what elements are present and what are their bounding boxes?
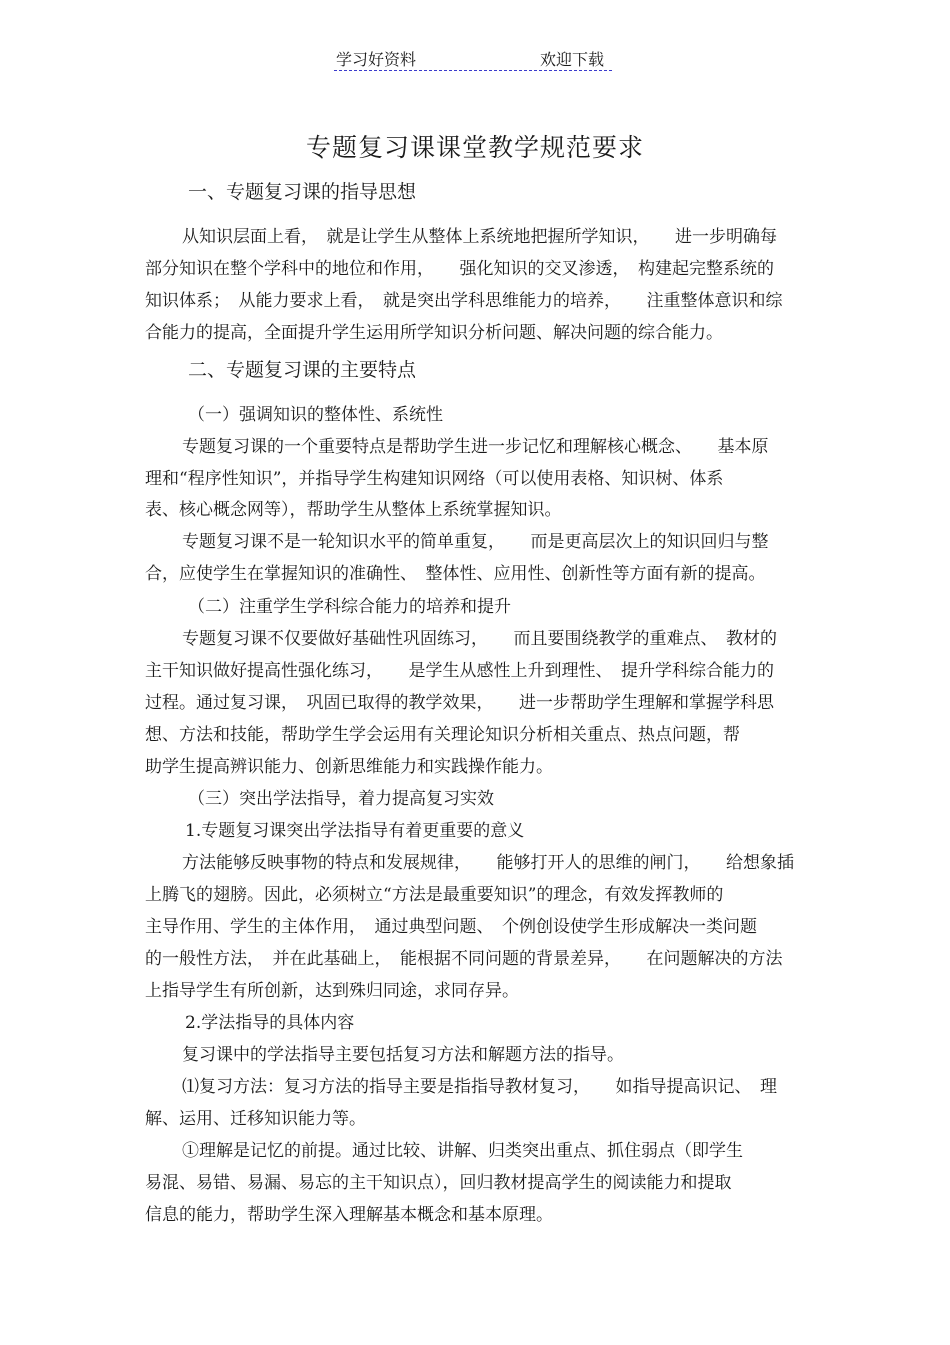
item-1-p1-line-3: 主导作用、学生的主体作用， 通过典型问题、 个例创设使学生形成解决一类问题	[145, 917, 757, 937]
item-2-p3-line-2: 易混、易错、易漏、易忘的主干知识点），回归教材提高学生的阅读能力和提取	[145, 1173, 732, 1193]
header-right-text: 欢迎下载	[540, 50, 605, 69]
section-1-line-4: 合能力的提高，全面提升学生运用所学知识分析问题、解决问题的综合能力。	[145, 323, 723, 343]
subsection-1-p1-line-2: 理和“程序性知识”，并指导学生构建知识网络（可以使用表格、知识树、体系	[145, 469, 724, 489]
subsection-2-p1-line-3: 过程。通过复习课， 巩固已取得的教学效果， 进一步帮助学生理解和掌握学科思	[145, 693, 774, 713]
page-header	[0, 46, 950, 74]
subsection-2-p1-line-2: 主干知识做好提高性强化练习， 是学生从感性上升到理性、 提升学科综合能力的	[145, 661, 774, 681]
item-1-p1-line-4: 的一般性方法， 并在此基础上， 能根据不同问题的背景差异， 在问题解决的方法	[145, 949, 783, 969]
subsection-3-heading: （三）突出学法指导，着力提高复习实效	[188, 789, 494, 809]
subsection-1-p2-line-2: 合，应使学生在掌握知识的准确性、 整体性、应用性、创新性等方面有新的提高。	[145, 564, 766, 584]
item-1-p1-line-2: 上腾飞的翅膀。因此，必须树立“方法是最重要知识”的理念，有效发挥教师的	[145, 885, 724, 905]
header-divider	[334, 70, 612, 71]
subsection-1-p1-line-1: 专题复习课的一个重要特点是帮助学生进一步记忆和理解核心概念、 基本原	[182, 437, 769, 457]
section-2-heading: 二、专题复习课的主要特点	[188, 359, 417, 381]
item-2-p2-line-2: 解、运用、迁移知识能力等。	[145, 1109, 366, 1129]
document-title: 专题复习课课堂教学规范要求	[305, 133, 644, 162]
item-1-heading: 1.专题复习课突出学法指导有着更重要的意义	[185, 821, 525, 841]
item-2-p1-line-1: 复习课中的学法指导主要包括复习方法和解题方法的指导。	[182, 1045, 624, 1065]
item-2-heading: 2.学法指导的具体内容	[185, 1013, 355, 1033]
subsection-2-p1-line-5: 助学生提高辨识能力、创新思维能力和实践操作能力。	[145, 757, 553, 777]
section-1-line-1: 从知识层面上看， 就是让学生从整体上系统地把握所学知识， 进一步明确每	[182, 227, 777, 247]
item-2-p3-line-1: ①理解是记忆的前提。通过比较、讲解、归类突出重点、抓住弱点（即学生	[182, 1141, 743, 1161]
subsection-1-p1-line-3: 表、核心概念网等），帮助学生从整体上系统掌握知识。	[145, 500, 562, 520]
subsection-2-p1-line-1: 专题复习课不仅要做好基础性巩固练习， 而且要围绕教学的重难点、 教材的	[182, 629, 777, 649]
subsection-2-heading: （二）注重学生学科综合能力的培养和提升	[188, 597, 511, 617]
subsection-1-heading: （一）强调知识的整体性、系统性	[188, 405, 443, 425]
section-1-line-3: 知识体系； 从能力要求上看， 就是突出学科思维能力的培养， 注重整体意识和综	[145, 291, 783, 311]
header-left-text: 学习好资料	[336, 50, 417, 69]
subsection-1-p2-line-1: 专题复习课不是一轮知识水平的简单重复， 而是更高层次上的知识回归与整	[182, 532, 769, 552]
item-2-p2-line-1: ⑴复习方法：复习方法的指导主要是指指导教材复习， 如指导提高识记、 理	[182, 1077, 777, 1097]
item-1-p1-line-5: 上指导学生有所创新，达到殊归同途，求同存异。	[145, 981, 519, 1001]
section-1-line-2: 部分知识在整个学科中的地位和作用， 强化知识的交叉渗透， 构建起完整系统的	[145, 259, 774, 279]
item-1-p1-line-1: 方法能够反映事物的特点和发展规律， 能够打开人的思维的闸门， 给想象插	[182, 853, 794, 873]
subsection-2-p1-line-4: 想、方法和技能，帮助学生学会运用有关理论知识分析相关重点、热点问题，帮	[145, 725, 740, 745]
section-1-heading: 一、专题复习课的指导思想	[188, 181, 417, 203]
item-2-p3-line-3: 信息的能力，帮助学生深入理解基本概念和基本原理。	[145, 1205, 553, 1225]
